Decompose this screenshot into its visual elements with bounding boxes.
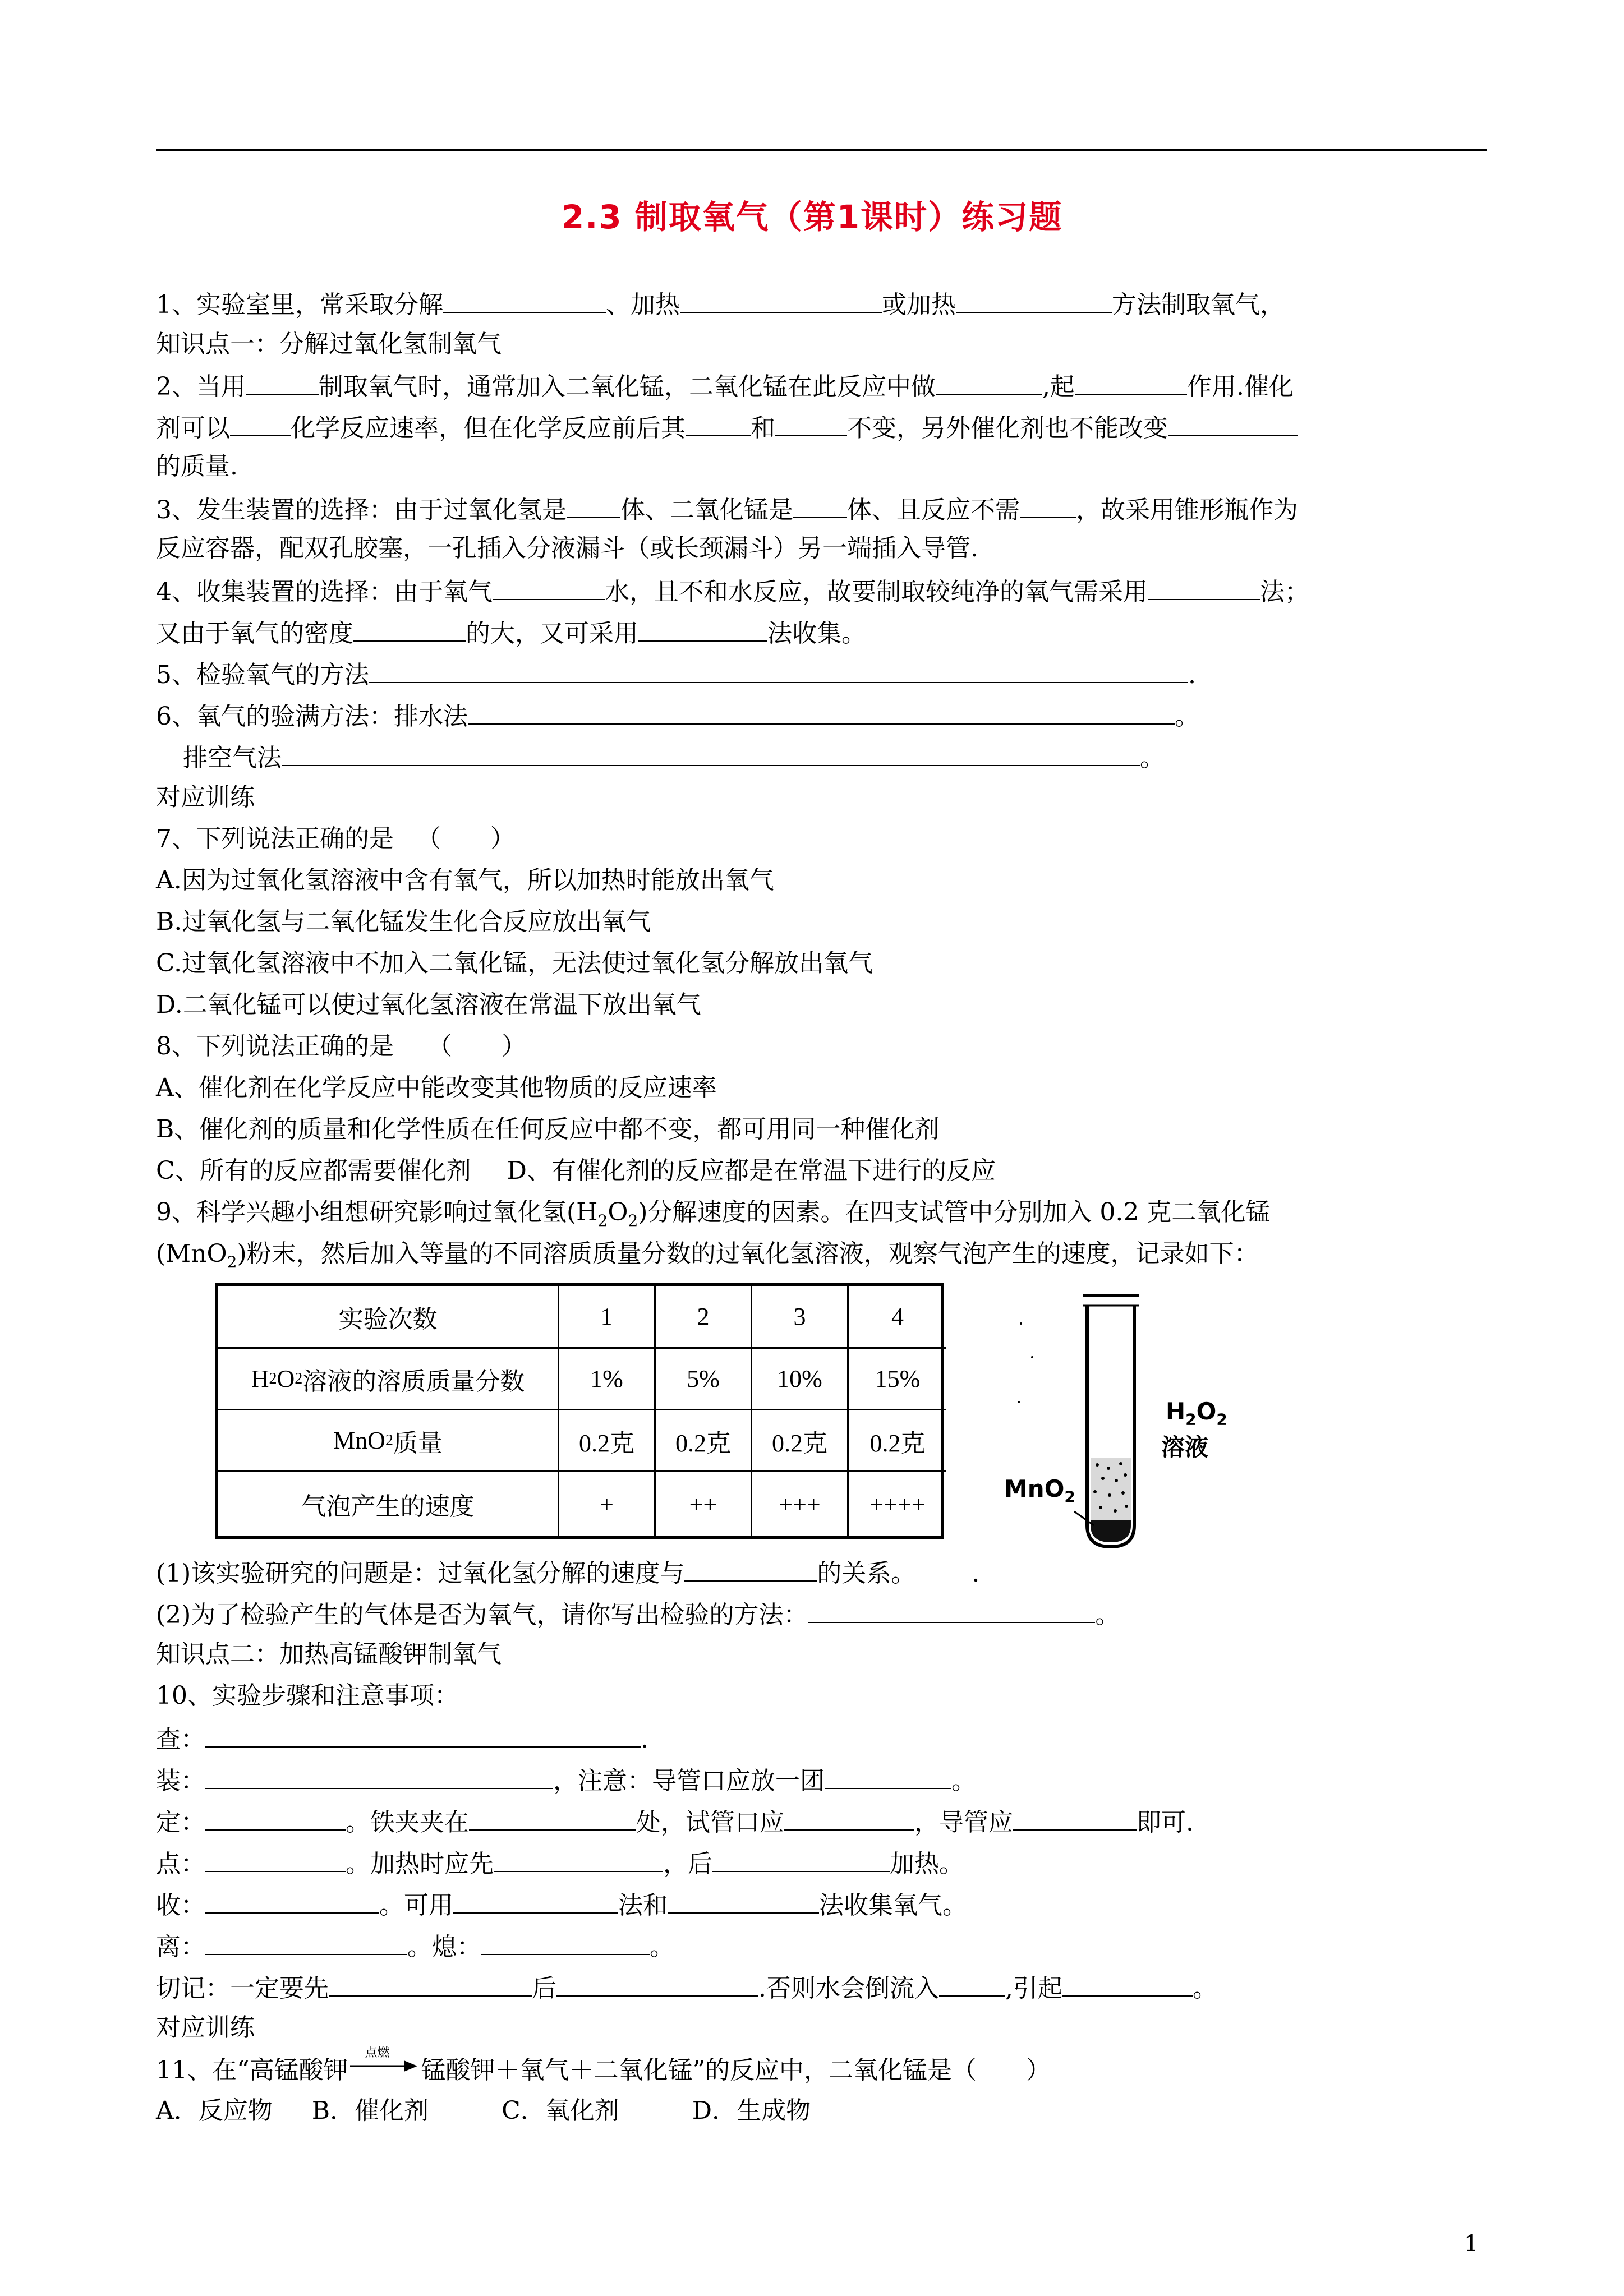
option-8b[interactable]: B、催化剂的质量和化学性质在任何反应中都不变，都可用同一种催化剂 [156,1115,940,1144]
reaction-condition: 点燃 [365,2046,390,2060]
blank[interactable] [668,1887,819,1914]
blank[interactable] [684,1555,817,1582]
blank[interactable] [246,368,319,395]
blank[interactable] [494,1845,663,1872]
table-header-cell: 实验次数 [218,1286,559,1349]
question-4-line-2: 又由于氧气的密度 的大，又可采用 法收集。 [156,615,866,649]
step-load: 装： ，注意：导管口应放一团 。 [156,1762,976,1797]
table-cell: 0.2克 [559,1410,656,1472]
question-2-line-2: 剂可以 化学反应速率，但在化学反应前后其 和 不变，另外催化剂也不能改变 [156,409,1298,444]
blank[interactable] [468,698,1175,725]
blank[interactable] [230,409,291,436]
solution-label: 溶液 [1161,1433,1209,1461]
question-2-line-1: 2、当用 制取氧气时，通常加入二氧化锰，二氧化锰在此反应中做 ,起 作用.催化 [156,368,1294,403]
blank[interactable] [443,286,606,313]
question-2-line-3: 的质量. [156,452,238,481]
training-heading-2: 对应训练 [156,2013,255,2042]
blank[interactable] [556,1970,758,1997]
blank[interactable] [369,656,1188,683]
option-7b[interactable]: B.过氧化氢与二氧化锰发生化合反应放出氧气 [156,907,651,936]
question-4-line-1: 4、收集装置的选择：由于氧气 水，且不和水反应，故要制取较纯净的氧气需采用 法； [156,573,1309,608]
table-header-cell: 2 [656,1286,752,1349]
table-header-cell: 4 [849,1286,946,1349]
question-3-line-2: 反应容器，配双孔胶塞，一孔插入分液漏斗（或长颈漏斗）另一端插入导管. [156,534,978,563]
question-11: 11、在“高锰酸钾 点燃 锰酸钾＋氧气＋二氧化锰”的反应中，二氧化锰是（ ） [156,2046,1051,2085]
table-cell: 0.2克 [752,1410,849,1472]
blank[interactable] [481,1928,650,1955]
blank[interactable] [680,286,882,313]
blank[interactable] [936,368,1042,395]
test-tube-icon [999,1290,1290,1553]
table-cell: ++ [656,1472,752,1536]
h2o2-label: $H_2O_2$ [1166,1398,1227,1429]
experiment-table [215,1283,944,1539]
option-11c[interactable]: C．氧化剂 [502,2096,619,2125]
training-heading-1: 对应训练 [156,783,255,812]
table-cell: 1% [559,1349,656,1410]
reaction-arrow-icon [348,2046,421,2078]
table-cell: + [559,1472,656,1536]
blank[interactable] [282,739,1140,766]
step-check: 查： . [156,1721,648,1755]
blank[interactable] [493,573,605,600]
table-cell: 0.2克 [849,1410,946,1472]
blank[interactable] [205,1928,407,1955]
blank[interactable] [1168,409,1298,436]
blank[interactable] [712,1845,890,1872]
option-11d[interactable]: D．生成物 [692,2096,811,2125]
blank[interactable] [205,1887,379,1914]
blank[interactable] [1148,573,1260,600]
option-7d[interactable]: D.二氧化锰可以使过氧化氢溶液在常温下放出氧气 [156,990,701,1019]
option-8c[interactable]: C、所有的反应都需要催化剂 [156,1156,471,1185]
question-1: 1、实验室里，常采取分解 、加热 或加热 方法制取氧气， [156,286,1285,321]
step-remove: 离： 。熄： 。 [156,1928,674,1963]
knowledge-point-2: 知识点二：加热高锰酸钾制氧气 [156,1640,502,1668]
table-cell: 5% [656,1349,752,1410]
table-cell: 10% [752,1349,849,1410]
option-7c[interactable]: C.过氧化氢溶液中不加入二氧化锰，无法使过氧化氢分解放出氧气 [156,949,873,978]
question-5: 5、检验氧气的方法 . [156,656,1196,691]
table-row-label: 气泡产生的速度 [218,1472,559,1536]
blank[interactable] [1013,1804,1137,1831]
blank[interactable] [775,409,847,436]
blank[interactable] [205,1804,346,1831]
blank[interactable] [808,1596,1095,1623]
question-10-title: 10、实验步骤和注意事项： [156,1681,459,1710]
table-header-cell: 3 [752,1286,849,1349]
step-ignite: 点： 。加热时应先 ，后 加热。 [156,1845,964,1880]
question-3-line-1: 3、发生装置的选择：由于过氧化氢是 体、二氧化锰是 体、且反应不需 ，故采用锥形瓶作为 [156,491,1298,526]
blank[interactable] [205,1762,553,1789]
step-collect: 收： 。可用 法和 法收集氧气。 [156,1887,967,1921]
table-row-label: H 2 O 2 溶液的溶质质量分数 [218,1349,559,1410]
table-cell: 0.2克 [656,1410,752,1472]
blank[interactable] [567,491,620,518]
blank[interactable] [205,1845,346,1872]
table-cell: 15% [849,1349,946,1410]
blank[interactable] [939,1970,1005,1997]
blank[interactable] [825,1762,951,1789]
blank[interactable] [469,1804,636,1831]
test-tube-diagram [999,1290,1290,1553]
question-9-sub-1: (1)该实验研究的问题是：过氧化氢分解的速度与 的关系。 . [156,1555,979,1589]
blank[interactable] [205,1721,641,1748]
table-cell: +++ [752,1472,849,1536]
mno2-label: MnO$_2$ [1004,1475,1075,1506]
blank[interactable] [638,615,767,642]
blank[interactable] [329,1970,532,1997]
blank[interactable] [956,286,1112,313]
blank[interactable] [1020,491,1076,518]
blank[interactable] [1062,1970,1193,1997]
step-fix: 定： 。铁夹夹在 处，试管口应 ，导管应 即可. [156,1804,1194,1838]
page-number: 1 [1464,2231,1479,2257]
question-11-options [156,2094,811,2129]
question-6-line-2: 排空气法 。 [183,739,1165,774]
question-9-line-2: (MnO$_2$)粉末，然后加入等量的不同溶质质量分数的过氧化氢溶液，观察气泡产生的速度，记录如下： [156,1239,1259,1271]
table-cell: ++++ [869,1490,926,1518]
table-row-label: MnO 2 质量 [218,1410,559,1472]
blank[interactable] [686,409,751,436]
option-11b[interactable]: B．催化剂 [311,2096,429,2125]
blank[interactable] [453,1887,618,1914]
option-11a[interactable]: A．反应物 [156,2096,273,2125]
option-8a[interactable]: A、催化剂在化学反应中能改变其他物质的反应速率 [156,1073,717,1102]
question-8: 8、下列说法正确的是 （ ） [156,1032,526,1061]
page-title: 2.3 制取氧气（第1课时）练习题 [561,198,1063,236]
remember-note: 切记：一定要先 后 .否则水会倒流入 ,引起 。 [156,1970,1217,2004]
knowledge-point-1: 知识点一：分解过氧化氢制氧气 [156,330,502,358]
option-8d[interactable]: D、有催化剂的反应都是在常温下进行的反应 [507,1156,996,1185]
question-7: 7、下列说法正确的是 （ ） [156,824,515,853]
blank[interactable] [793,491,847,518]
question-9-sub-2: (2)为了检验产生的气体是否为氧气，请你写出检验的方法： 。 [156,1596,1120,1631]
table-header-cell: 1 [559,1286,656,1349]
blank[interactable] [784,1804,914,1831]
header-rule [156,149,1487,151]
option-7a[interactable]: A.因为过氧化氢溶液中含有氧气，所以加热时能放出氧气 [156,866,774,895]
blank[interactable] [1075,368,1187,395]
option-8cd [156,1154,996,1189]
question-6-line-1: 6、氧气的验满方法：排水法 。 [156,698,1199,732]
blank[interactable] [353,615,466,642]
question-9-line-1: 9、科学兴趣小组想研究影响过氧化氢$(H_2O_2)$分解速度的因素。在四支试管中分别加入 0.2 克二氧化锰 [156,1198,1271,1230]
